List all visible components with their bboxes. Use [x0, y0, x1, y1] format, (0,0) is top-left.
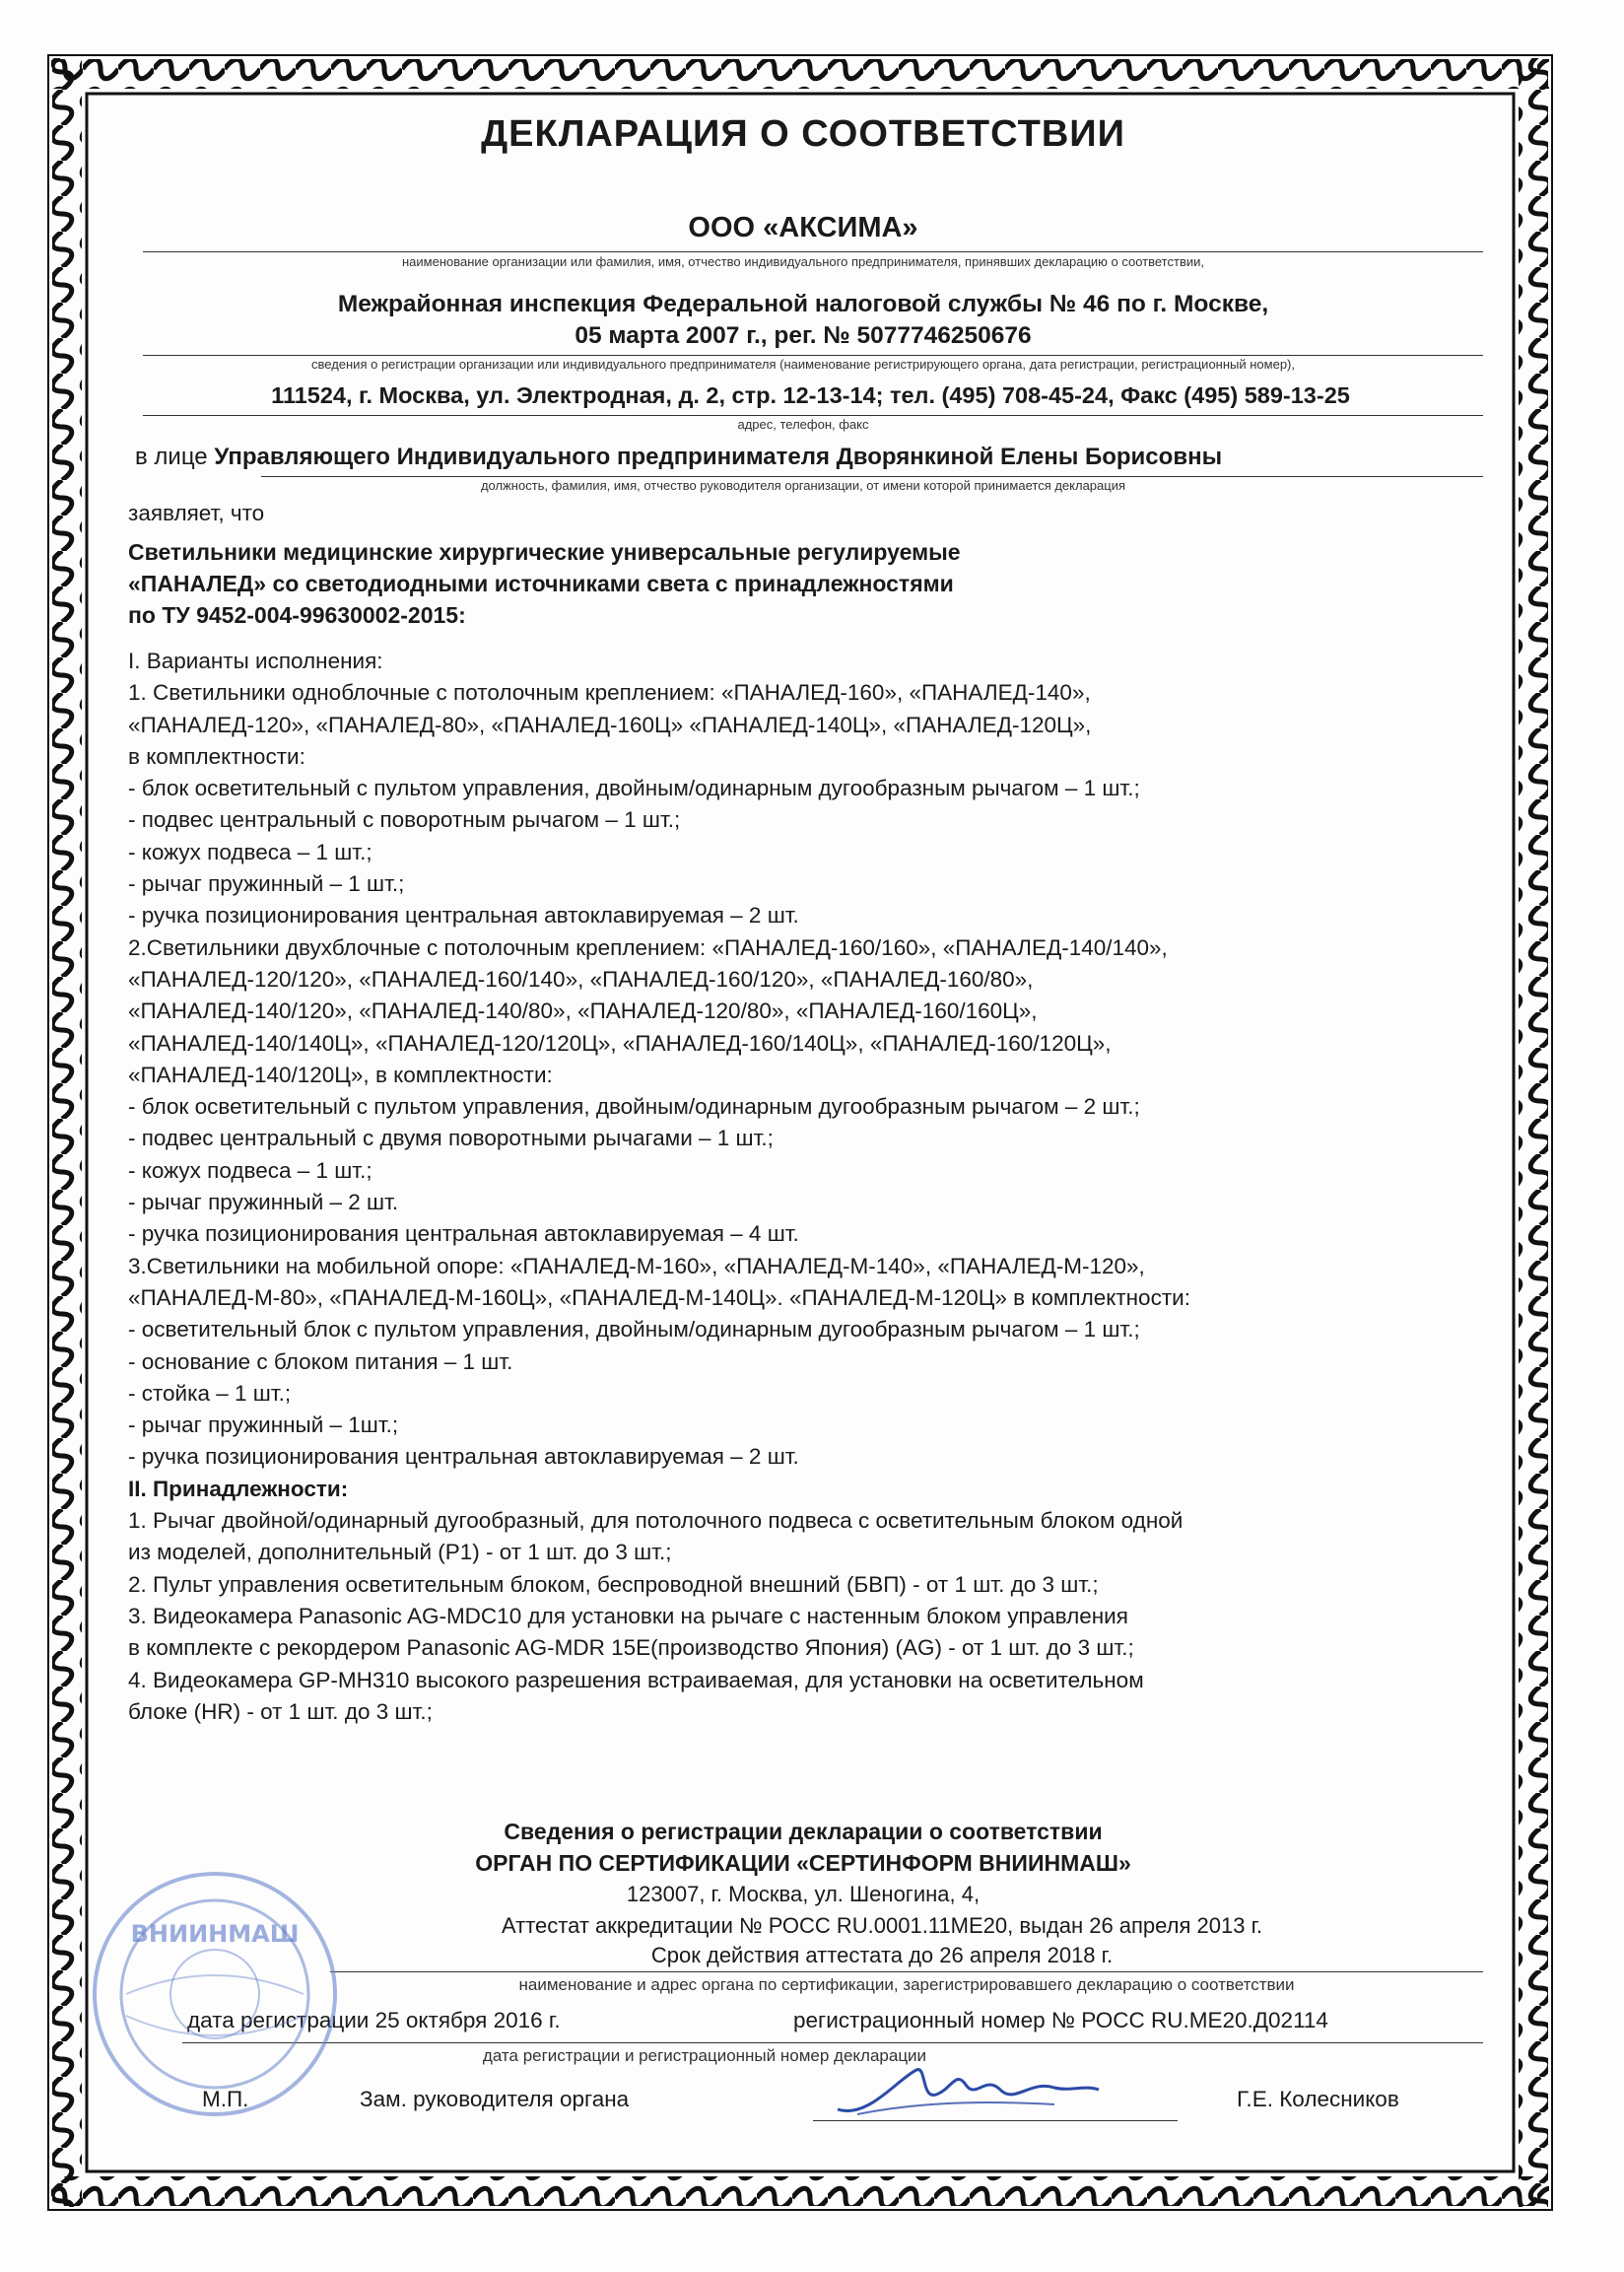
list-item: I. Варианты исполнения: — [128, 649, 383, 673]
signer-name: Г.Е. Колесников — [1237, 2087, 1399, 2111]
seal-stamp — [87, 1868, 343, 2119]
list-item: «ПАНАЛЕД-140/120Ц», в комплектности: — [128, 1062, 553, 1087]
representative-caption: должность, фамилия, имя, отчество руководителя организации, от имени которой принимается декларация — [480, 478, 1126, 493]
underline — [143, 251, 1483, 252]
representative-name: Управляющего Индивидуального предпринимателя Дворянкиной Елены Борисовны — [214, 444, 1223, 470]
list-item: - ручка позиционирования центральная автоклавируемая – 4 шт. — [128, 1221, 799, 1247]
list-item: - рычаг пружинный – 1 шт.; — [128, 871, 405, 897]
list-item: - ручка позиционирования центральная автоклавируемая – 2 шт. — [128, 1444, 799, 1470]
list-item: - рычаг пружинный – 2 шт. — [128, 1190, 399, 1215]
list-item: 2.Светильники двухблочные с потолочным креплением: «ПАНАЛЕД-160/160», «ПАНАЛЕД-140/140», — [128, 934, 1168, 960]
representative-prefix: в лице — [135, 444, 208, 470]
representative-line — [135, 444, 1222, 471]
registration-line-1: Межрайонная инспекция Федеральной налоговой службы № 46 по г. Москве, — [337, 291, 1269, 317]
underline — [261, 476, 1483, 477]
list-item: - блок осветительный с пультом управления, двойным/одинарным дугообразным рычагом – 2 шт.; — [128, 1094, 1140, 1120]
underline — [143, 355, 1483, 356]
address-line: 111524, г. Москва, ул. Электродная, д. 2, стр. 12-13-14; тел. (495) 708-45-24, Факс (495) 589-13-25 — [271, 382, 1350, 408]
declares-text: заявляет, что — [128, 501, 265, 525]
list-item: 4. Видеокамера GP-MH310 высокого разрешения встраиваемая, для установки на осветительном — [128, 1667, 1144, 1692]
signature — [828, 2050, 1104, 2129]
product-line-2: «ПАНАЛЕД» со светодиодными источниками света с принадлежностями — [128, 571, 954, 596]
registration-heading: Сведения о регистрации декларации о соответствии — [504, 1819, 1103, 1844]
list-item: 3.Светильники на мобильной опоре: «ПАНАЛЕД-М-160», «ПАНАЛЕД-М-140», «ПАНАЛЕД-М-120», — [128, 1253, 1145, 1278]
list-item: блоке (HR) - от 1 шт. до 3 шт.; — [128, 1698, 433, 1724]
accessories-heading: II. Принадлежности: — [128, 1476, 349, 1501]
list-item: из моделей, дополнительный (Р1) - от 1 шт. до 3 шт.; — [128, 1540, 672, 1565]
registration-caption: сведения о регистрации организации или индивидуального предпринимателя (наименование регистрирующего органа, дата регистрации, регистрационный номер), — [310, 357, 1296, 372]
list-item: 3. Видеокамера Panasonic AG-MDC10 для установки на рычаге с настенным блоком управления — [128, 1603, 1128, 1628]
list-item: в комплекте с рекордером Panasonic AG-MDR 15E(производство Япония) (AG) - от 1 шт. до 3 шт.; — [128, 1635, 1134, 1661]
list-item: «ПАНАЛЕД-140/140Ц», «ПАНАЛЕД-120/120Ц», «ПАНАЛЕД-160/140Ц», «ПАНАЛЕД-160/120Ц», — [128, 1030, 1112, 1056]
stamp-mark: М.П. — [202, 2087, 249, 2111]
document-title: ДЕКЛАРАЦИЯ О СООТВЕТСТВИИ — [481, 113, 1125, 155]
list-item: - блок осветительный с пультом управления, двойным/одинарным дугообразным рычагом – 1 шт.; — [128, 776, 1140, 801]
address-caption: адрес, телефон, факс — [737, 417, 869, 432]
signer-role: Зам. руководителя органа — [360, 2087, 630, 2111]
list-item: - осветительный блок с пультом управления, двойным/одинарным дугообразным рычагом – 1 шт.; — [128, 1317, 1140, 1343]
list-item: - рычаг пружинный – 1шт.; — [128, 1412, 399, 1438]
registration-number: регистрационный номер № РОСС RU.МЕ20.Д02114 — [793, 2008, 1328, 2032]
list-item: - основание с блоком питания – 1 шт. — [128, 1348, 513, 1374]
list-item: «ПАНАЛЕД-М-80», «ПАНАЛЕД-М-160Ц», «ПАНАЛЕД-М-140Ц». «ПАНАЛЕД-М-120Ц» в комплектности: — [128, 1284, 1190, 1310]
variants-list — [128, 646, 1478, 1728]
list-item: - стойка – 1 шт.; — [128, 1380, 292, 1406]
product-line-1: Светильники медицинские хирургические универсальные регулируемые — [128, 539, 961, 565]
list-item: в комплектности: — [128, 743, 305, 769]
underline — [143, 415, 1483, 416]
list-item: «ПАНАЛЕД-140/120», «ПАНАЛЕД-140/80», «ПАНАЛЕД-120/80», «ПАНАЛЕД-160/160Ц», — [128, 998, 1038, 1024]
registration-date: дата регистрации 25 октября 2016 г. — [187, 2008, 561, 2032]
list-item: - кожух подвеса – 1 шт.; — [128, 1157, 372, 1183]
list-item: - подвес центральный с двумя поворотными рычагами – 1 шт.; — [128, 1126, 774, 1151]
underline — [330, 1971, 1483, 1972]
list-item: «ПАНАЛЕД-120», «ПАНАЛЕД-80», «ПАНАЛЕД-160Ц» «ПАНАЛЕД-140Ц», «ПАНАЛЕД-120Ц», — [128, 712, 1092, 737]
accreditation-line: Аттестат аккредитации № РОСС RU.0001.11МЕ20, выдан 26 апреля 2013 г. — [501, 1913, 1263, 1938]
registration-caption-2: дата регистрации и регистрационный номер декларации — [482, 2046, 927, 2065]
list-item: - кожух подвеса – 1 шт.; — [128, 839, 372, 864]
stamp-text: ВНИИНМАШ — [130, 1920, 300, 1948]
product-line-3: по ТУ 9452-004-99630002-2015: — [128, 602, 466, 628]
list-item: «ПАНАЛЕД-120/120», «ПАНАЛЕД-160/140», «ПАНАЛЕД-160/120», «ПАНАЛЕД-160/80», — [128, 966, 1034, 992]
certification-address: 123007, г. Москва, ул. Шеногина, 4, — [626, 1882, 981, 1906]
organization-name: ООО «АКСИМА» — [688, 212, 918, 243]
certification-caption: наименование и адрес органа по сертификации, зарегистрировавшего декларацию о соответствии — [518, 1975, 1295, 1994]
list-item: - подвес центральный с поворотным рычагом – 1 шт.; — [128, 807, 681, 833]
underline — [182, 2042, 1483, 2043]
organization-caption: наименование организации или фамилия, имя, отчество индивидуального предпринимателя, принявших декларацию о соответствии, — [402, 254, 1204, 269]
list-item: 1. Светильники одноблочные с потолочным креплением: «ПАНАЛЕД-160», «ПАНАЛЕД-140», — [128, 680, 1091, 706]
validity-line: Срок действия аттестата до 26 апреля 2018 г. — [650, 1943, 1114, 1967]
certification-body: ОРГАН ПО СЕРТИФИКАЦИИ «СЕРТИНФОРМ ВНИИНМАШ» — [475, 1850, 1131, 1876]
registration-line-2: 05 марта 2007 г., рег. № 5077746250676 — [575, 322, 1032, 349]
list-item: - ручка позиционирования центральная автоклавируемая – 2 шт. — [128, 903, 799, 929]
list-item: 2. Пульт управления осветительным блоком, беспроводной внешний (БВП) - от 1 шт. до 3 шт.; — [128, 1571, 1099, 1597]
list-item: 1. Рычаг двойной/одинарный дугообразный, для потолочного подвеса с осветительным блоком одной — [128, 1508, 1184, 1534]
